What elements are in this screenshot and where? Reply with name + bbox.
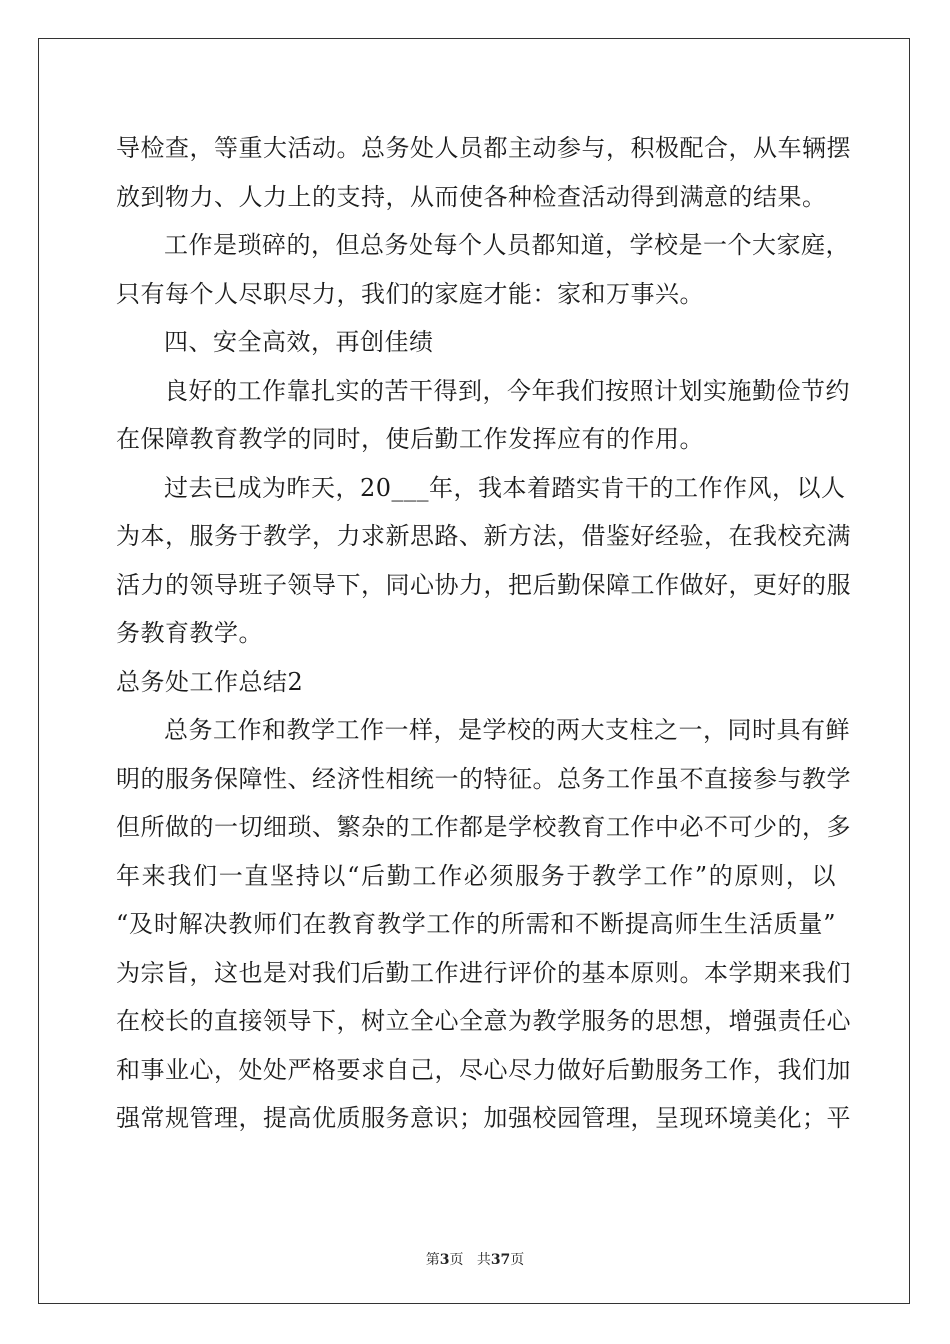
text-line: 在校长的直接领导下，树立全心全意为教学服务的思想，增强责任心 [116,1007,851,1035]
text-line: 只有每个人尽职尽力，我们的家庭才能：家和万事兴。 [116,279,704,308]
text-line: 但所做的一切细琐、繁杂的工作都是学校教育工作中必不可少的，多 [116,813,851,841]
text-line: “及时解决教师们在教育教学工作的所需和不断提高师生生活质量” [116,910,836,938]
text-line: 在保障教育教学的同时，使后勤工作发挥应有的作用。 [116,425,704,453]
text-line: 务教育教学。 [116,619,263,647]
text-line: 良好的工作靠扎实的苦干得到，今年我们按照计划实施勤俭节约 [164,376,850,405]
text-line: 强常规管理，提高优质服务意识；加强校园管理，呈现环境美化；平 [116,1104,851,1132]
text-line: 四、安全高效，再创佳绩 [164,328,434,356]
text-line: 过去已成为昨天，20___年，我本着踏实肯干的工作作风，以人 [164,473,846,502]
text-line: 导检查，等重大活动。总务处人员都主动参与，积极配合，从车辆摆 [116,134,851,162]
page-footer [0,1249,950,1269]
text-line: 明的服务保障性、经济性相统一的特征。总务工作虽不直接参与教学 [116,764,851,793]
footer-page-mid: 页 [449,1252,464,1268]
text-line: 总务处工作总结2 [116,667,304,696]
text-line: 年来我们一直坚持以“后勤工作必须服务于教学工作”的原则，以 [116,861,836,890]
text-line: 放到物力、人力上的支持，从而使各种检查活动得到满意的结果。 [116,182,827,211]
footer-total-prefix: 共 [476,1252,491,1268]
text-line: 总务工作和教学工作一样，是学校的两大支柱之一，同时具有鲜 [164,716,850,744]
text-line: 为宗旨，这也是对我们后勤工作进行评价的基本原则。本学期来我们 [116,958,851,987]
footer-total-suffix: 页 [510,1252,525,1268]
text-line: 为本，服务于教学，力求新思路、新方法，借鉴好经验，在我校充满 [116,522,851,550]
text-line: 工作是琐碎的，但总务处每个人员都知道，学校是一个大家庭， [164,231,850,259]
text-line: 和事业心，处处严格要求自己，尽心尽力做好后勤服务工作，我们加 [116,1055,851,1084]
text-line: 活力的领导班子领导下，同心协力，把后勤保障工作做好，更好的服 [116,570,851,599]
footer-page-prefix: 第 [425,1252,440,1268]
document-body [116,124,851,1143]
footer-current-page: 3 [439,1252,450,1268]
footer-total-pages: 37 [490,1252,511,1268]
